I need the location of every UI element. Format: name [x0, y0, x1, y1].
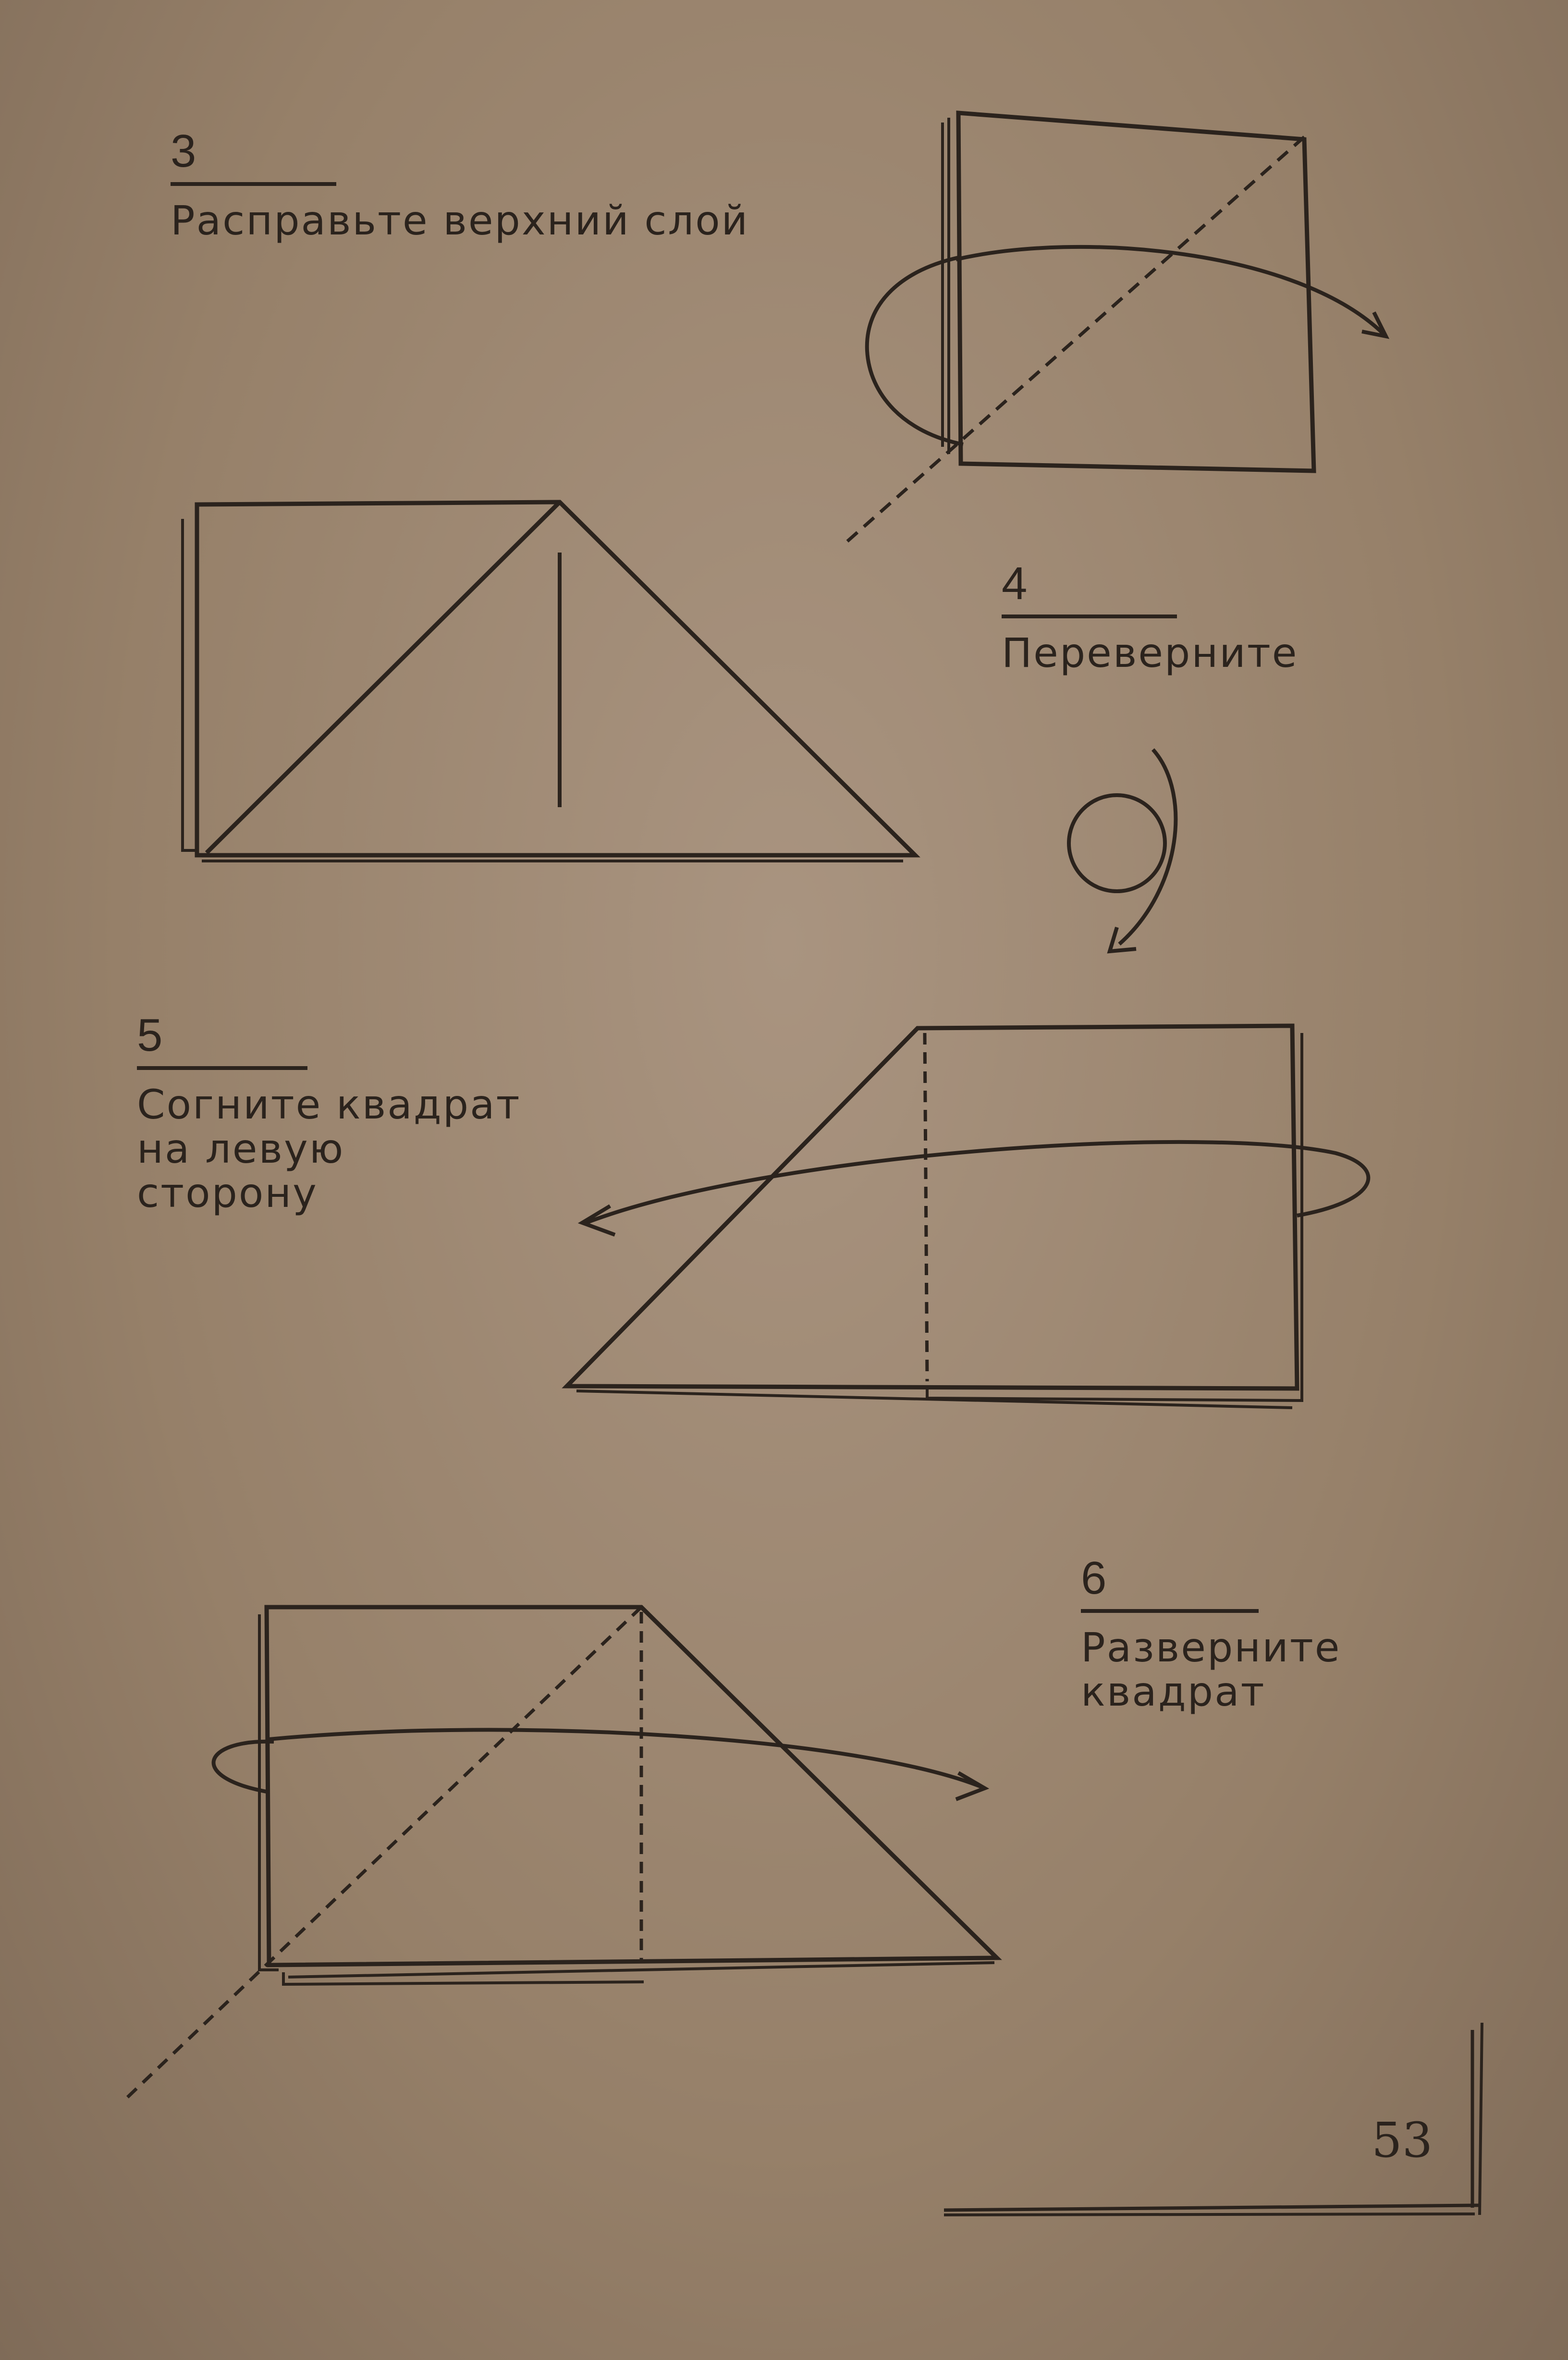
step-text: Разверните квадрат: [1081, 1624, 1341, 1715]
step-3-result-triangle-diagram: [183, 502, 915, 861]
step-number: 5: [137, 1009, 163, 1061]
flip-over-arrow: [1069, 750, 1176, 951]
step-6-unfold-diagram: [122, 1607, 997, 2102]
step-text: Согните квадрат на левую сторону: [137, 1081, 521, 1217]
step-number: 3: [171, 125, 196, 177]
step-text: Расправьте верхний слой: [171, 197, 749, 244]
page-number: 53: [1372, 2112, 1433, 2168]
step-5-fold-diagram: [567, 1026, 1368, 1408]
step-number: 4: [1002, 558, 1028, 609]
step-text: Переверните: [1002, 629, 1298, 676]
step-number: 6: [1081, 1552, 1107, 1604]
step-3-square-diagram: [845, 113, 1386, 543]
